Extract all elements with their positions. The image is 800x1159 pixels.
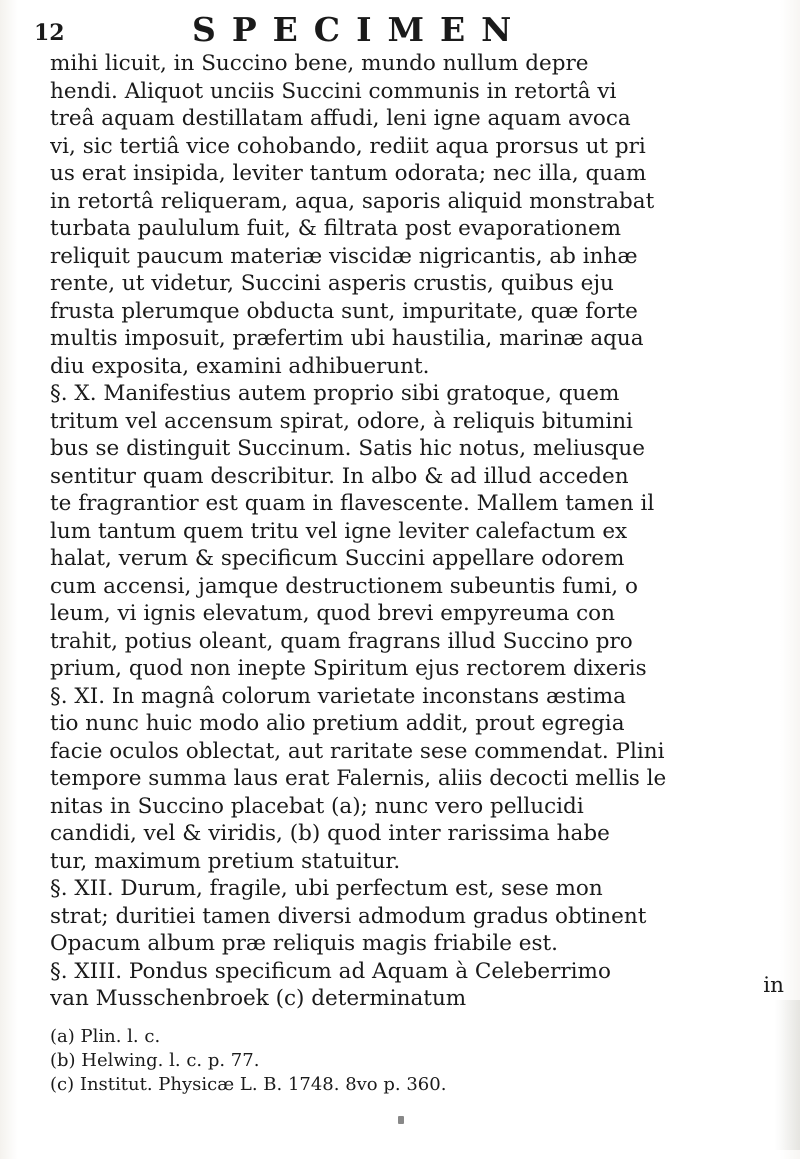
- text-line: strat; duritiei tamen diversi admodum gradus obtinent: [50, 903, 647, 929]
- footnote: (a) Plin. l. c.: [50, 1026, 161, 1047]
- page-number: 12: [34, 20, 65, 46]
- footnote: (b) Helwing. l. c. p. 77.: [50, 1050, 260, 1071]
- text-line: mihi licuit, in Succino bene, mundo nullum depre: [50, 51, 589, 76]
- text-line: us erat insipida, leviter tantum odorata; nec illa, quam: [50, 161, 647, 186]
- text-line: lum tantum quem tritu vel igne leviter calefactum ex: [50, 518, 628, 544]
- text-line: Opacum album præ reliquis magis friabile est.: [50, 931, 558, 956]
- text-line: rente, ut videtur, Succini asperis crustis, quibus eju: [50, 271, 614, 296]
- text-line: cum accensi, jamque destructionem subeuntis fumi, o: [50, 573, 638, 599]
- text-line: tio nunc huic modo alio pretium addit, prout egregia: [50, 711, 625, 736]
- text-line: §. XI. In magnâ colorum varietate inconstans æstima: [50, 683, 626, 709]
- text-line: prium, quod non inepte Spiritum ejus rectorem dixeris: [50, 656, 647, 681]
- text-line: turbata paululum fuit, & filtrata post evaporationem: [50, 216, 622, 241]
- text-line: sentitur quam describitur. In albo & ad illud acceden: [50, 463, 629, 489]
- footnote: (c) Institut. Physicæ L. B. 1748. 8vo p. 360.: [50, 1074, 447, 1095]
- text-line: bus se distinguit Succinum. Satis hic notus, meliusque: [50, 436, 645, 461]
- running-title: SPECIMEN: [192, 10, 528, 49]
- catchword: in: [763, 973, 784, 998]
- text-line: nitas in Succino placebat (a); nunc vero pellucidi: [50, 793, 584, 819]
- text-line: halat, verum & specificum Succini appellare odorem: [50, 546, 625, 571]
- text-line: §. X. Manifestius autem proprio sibi gratoque, quem: [50, 381, 620, 406]
- footnotes: [50, 1025, 750, 1097]
- text-line: tempore summa laus erat Falernis, aliis decocti mellis le: [50, 766, 667, 791]
- page-header: [34, 6, 790, 56]
- text-line: vi, sic tertiâ vice cohobando, rediit aqua prorsus ut pri: [50, 133, 646, 159]
- text-line: §. XIII. Pondus specificum ad Aquam à Celeberrimo: [50, 958, 611, 984]
- text-line: reliquit paucum materiæ viscidæ nigricantis, ab inhæ: [50, 243, 638, 269]
- text-line: facie oculos oblectat, aut raritate sese commendat. Plini: [50, 738, 665, 764]
- text-line: candidi, vel & viridis, (b) quod inter rarissima habe: [50, 821, 610, 846]
- text-line: te fragrantior est quam in flavescente. Mallem tamen il: [50, 491, 655, 516]
- text-line: in retortâ reliqueram, aqua, saporis aliquid monstrabat: [50, 188, 655, 214]
- text-line: multis imposuit, præfertim ubi haustilia, marinæ aqua: [50, 326, 644, 351]
- body-text: [50, 50, 790, 1013]
- text-line: tritum vel accensum spirat, odore, à reliquis bitumini: [50, 408, 633, 434]
- text-line: van Musschenbroek (c) determinatum: [50, 986, 467, 1011]
- text-line: frusta plerumque obducta sunt, impuritate, quæ forte: [50, 298, 638, 324]
- text-line: diu exposita, examini adhibuerunt.: [50, 353, 430, 379]
- text-line: trahit, potius oleant, quam fragrans illud Succino pro: [50, 628, 633, 654]
- printer-mark: [398, 1116, 404, 1124]
- text-line: leum, vi ignis elevatum, quod brevi empyreuma con: [50, 601, 615, 626]
- text-line: treâ aquam destillatam affudi, leni igne aquam avoca: [50, 106, 631, 131]
- page-edge-shadow: [774, 1000, 800, 1150]
- text-line: hendi. Aliquot unciis Succini communis in retortâ vi: [50, 78, 617, 104]
- text-line: tur, maximum pretium statuitur.: [50, 848, 401, 874]
- text-line: §. XII. Durum, fragile, ubi perfectum est, sese mon: [50, 876, 603, 901]
